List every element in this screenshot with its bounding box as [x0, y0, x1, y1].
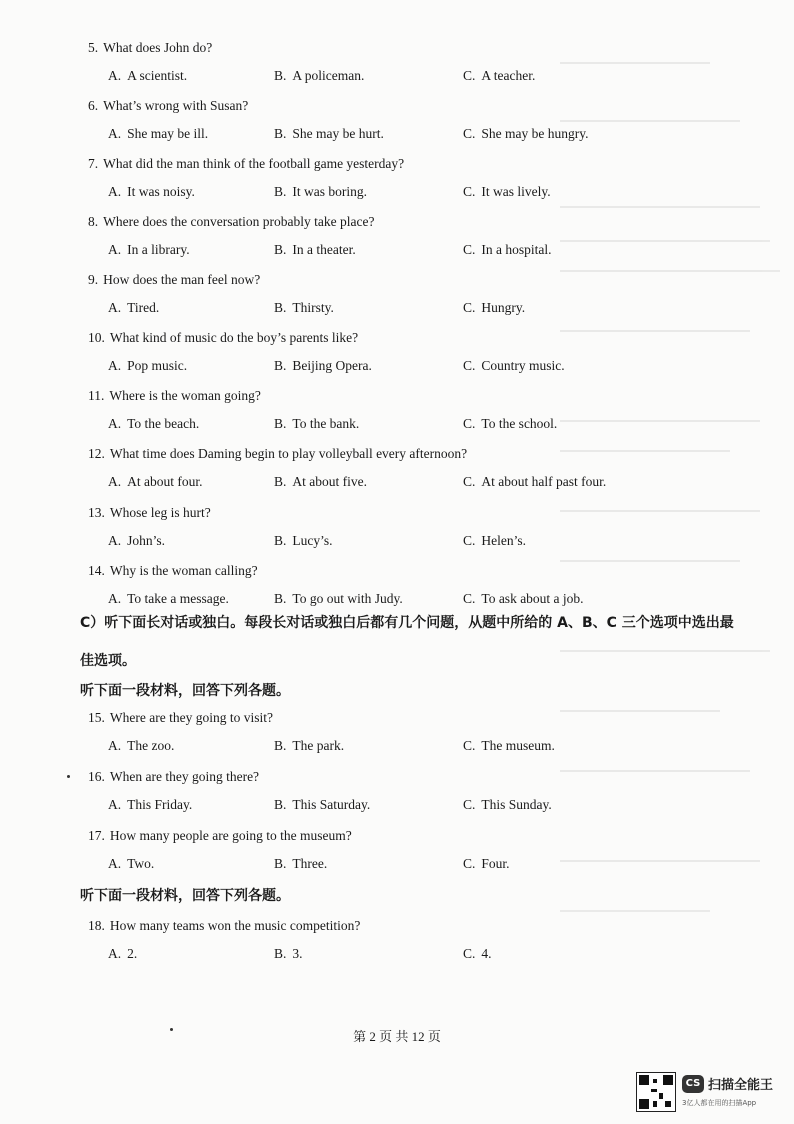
option-text: To take a message.: [127, 591, 229, 606]
question-text: When are they going there?: [109, 769, 260, 784]
option-text: This Friday.: [127, 797, 193, 812]
option-letter: C.: [463, 358, 476, 373]
option-letter: C.: [463, 738, 476, 753]
option-text: She may be hungry.: [481, 126, 589, 141]
question-text: What does John do?: [103, 40, 213, 55]
option-text: At about five.: [292, 474, 367, 489]
question-stem: [88, 769, 259, 785]
option-text: Tired.: [127, 300, 160, 315]
option-text: The zoo.: [127, 738, 175, 753]
answer-option: [108, 300, 159, 316]
question-text: Where are they going to visit?: [109, 710, 273, 725]
option-text: Four.: [481, 856, 510, 871]
answer-option: [463, 184, 551, 200]
question-text: What’s wrong with Susan?: [103, 98, 249, 113]
option-letter: C.: [463, 946, 476, 961]
answer-option: [108, 242, 190, 258]
answer-option: [463, 533, 526, 549]
option-letter: C.: [463, 797, 476, 812]
question-text: How does the man feel now?: [103, 272, 261, 287]
question-number: 11.: [88, 388, 105, 403]
answer-option: [108, 946, 137, 962]
option-text: Two.: [127, 856, 155, 871]
answer-option: [274, 126, 384, 142]
answer-option: [463, 738, 555, 754]
question-stem: [88, 446, 467, 462]
question-number: 12.: [88, 446, 105, 461]
bleed-through-texture: [560, 0, 794, 1000]
answer-option: [108, 591, 229, 607]
page-footer: 第 2 页 共 12 页: [353, 1029, 441, 1044]
question-text: Why is the woman calling?: [109, 563, 258, 578]
answer-option: [108, 416, 199, 432]
option-text: Hungry.: [481, 300, 526, 315]
answer-option: [463, 358, 565, 374]
option-letter: A.: [108, 474, 122, 489]
question-stem: [88, 98, 248, 114]
answer-option: [274, 533, 333, 549]
option-text: In a theater.: [292, 242, 356, 257]
option-letter: A.: [108, 242, 122, 257]
option-letter: B.: [274, 591, 287, 606]
answer-option: [108, 738, 174, 754]
question-number: 16.: [88, 769, 105, 784]
option-text: A teacher.: [481, 68, 536, 83]
option-letter: C.: [463, 126, 476, 141]
answer-option: [463, 946, 492, 962]
option-letter: B.: [274, 358, 287, 373]
answer-option: [274, 416, 359, 432]
option-text: At about half past four.: [481, 474, 607, 489]
question-stem: [88, 563, 258, 579]
answer-option: [463, 300, 525, 316]
option-text: Thirsty.: [292, 300, 334, 315]
answer-option: [108, 856, 154, 872]
option-text: The museum.: [481, 738, 555, 753]
question-stem: [88, 710, 273, 726]
camscanner-logo-icon: CS: [682, 1075, 704, 1093]
question-text: Where does the conversation probably take place?: [103, 214, 375, 229]
question-number: 14.: [88, 563, 105, 578]
answer-option: [108, 358, 187, 374]
answer-option: [463, 416, 557, 432]
option-text: 3.: [292, 946, 303, 961]
answer-option: [108, 126, 208, 142]
option-letter: A.: [108, 533, 122, 548]
option-letter: B.: [274, 946, 287, 961]
qr-code-icon: [636, 1072, 676, 1112]
question-text: How many teams won the music competition?: [109, 918, 361, 933]
answer-option: [274, 242, 356, 258]
option-letter: C.: [463, 242, 476, 257]
option-text: She may be hurt.: [292, 126, 384, 141]
option-letter: C.: [463, 474, 476, 489]
option-text: At about four.: [127, 474, 203, 489]
question-text: Whose leg is hurt?: [109, 505, 211, 520]
option-text: It was boring.: [292, 184, 368, 199]
option-text: To the school.: [481, 416, 558, 431]
option-letter: A.: [108, 416, 122, 431]
answer-option: [274, 797, 370, 813]
question-number: 5.: [88, 40, 99, 55]
question-text: What time does Daming begin to play volleyball every afternoon?: [109, 446, 468, 461]
option-letter: B.: [274, 738, 287, 753]
answer-option: [463, 797, 552, 813]
option-text: A scientist.: [127, 68, 188, 83]
answer-option: [274, 358, 372, 374]
scanner-app-name: 扫描全能王: [708, 1078, 774, 1093]
scanner-tagline: 3亿人都在用的扫描App: [682, 1099, 757, 1107]
option-text: To the bank.: [292, 416, 360, 431]
option-text: She may be ill.: [127, 126, 209, 141]
option-letter: A.: [108, 797, 122, 812]
answer-option: [274, 474, 367, 490]
option-text: Lucy’s.: [292, 533, 333, 548]
question-text: What did the man think of the football game yesterday?: [103, 156, 405, 171]
question-stem: [88, 330, 358, 346]
question-text: How many people are going to the museum?: [109, 828, 352, 843]
option-text: Country music.: [481, 358, 565, 373]
option-letter: B.: [274, 242, 287, 257]
option-letter: C.: [463, 184, 476, 199]
option-text: This Saturday.: [292, 797, 371, 812]
answer-option: [108, 184, 195, 200]
question-stem: [88, 40, 212, 56]
scanner-watermark: [636, 1072, 786, 1114]
question-number: 6.: [88, 98, 99, 113]
option-text: To go out with Judy.: [292, 591, 403, 606]
option-letter: B.: [274, 300, 287, 315]
question-stem: [88, 505, 211, 521]
option-text: To ask about a job.: [481, 591, 584, 606]
question-number: 8.: [88, 214, 99, 229]
option-text: John’s.: [127, 533, 166, 548]
answer-option: [463, 242, 552, 258]
question-text: Where is the woman going?: [109, 388, 261, 403]
option-letter: C.: [463, 416, 476, 431]
option-letter: B.: [274, 797, 287, 812]
answer-option: [108, 474, 203, 490]
option-letter: A.: [108, 856, 122, 871]
option-text: It was lively.: [481, 184, 551, 199]
option-letter: B.: [274, 474, 287, 489]
option-letter: B.: [274, 184, 287, 199]
section-c-instruction-line2: 佳选项。: [80, 653, 136, 669]
option-letter: C.: [463, 856, 476, 871]
question-number: 13.: [88, 505, 105, 520]
answer-option: [463, 591, 584, 607]
option-letter: B.: [274, 126, 287, 141]
option-letter: A.: [108, 126, 122, 141]
answer-option: [274, 591, 403, 607]
option-text: In a library.: [127, 242, 190, 257]
question-number: 10.: [88, 330, 105, 345]
option-text: Three.: [292, 856, 328, 871]
option-letter: A.: [108, 738, 122, 753]
answer-option: [108, 797, 192, 813]
option-letter: C.: [463, 300, 476, 315]
answer-option: [108, 68, 187, 84]
answer-option: [274, 68, 364, 84]
question-number: 17.: [88, 828, 105, 843]
option-letter: C.: [463, 533, 476, 548]
option-letter: A.: [108, 184, 122, 199]
question-stem: [88, 828, 352, 844]
option-text: 2.: [127, 946, 138, 961]
option-text: The park.: [292, 738, 345, 753]
listening-instruction: 听下面一段材料，回答下列各题。: [80, 683, 290, 699]
question-stem: [88, 214, 375, 230]
option-text: 4.: [481, 946, 492, 961]
option-text: To the beach.: [127, 416, 200, 431]
question-number: 7.: [88, 156, 99, 171]
listening-instruction: 听下面一段材料，回答下列各题。: [80, 888, 290, 904]
option-letter: C.: [463, 68, 476, 83]
option-letter: B.: [274, 416, 287, 431]
question-stem: [88, 388, 261, 404]
option-text: Helen’s.: [481, 533, 527, 548]
section-c-instruction-line1: C）听下面长对话或独白。每段长对话或独白后都有几个问题，从题中所给的 A、B、C 三个选项中选出最: [80, 615, 734, 631]
question-stem: [88, 918, 360, 934]
option-letter: C.: [463, 591, 476, 606]
option-text: Pop music.: [127, 358, 188, 373]
answer-option: [274, 184, 367, 200]
question-number: 9.: [88, 272, 99, 287]
option-letter: A.: [108, 358, 122, 373]
option-text: A policeman.: [292, 68, 365, 83]
answer-option: [274, 738, 344, 754]
option-text: Beijing Opera.: [292, 358, 372, 373]
answer-option: [108, 533, 165, 549]
option-text: This Sunday.: [481, 797, 552, 812]
option-letter: B.: [274, 856, 287, 871]
scan-speck: [67, 775, 70, 778]
option-letter: A.: [108, 591, 122, 606]
option-letter: B.: [274, 68, 287, 83]
answer-option: [463, 68, 535, 84]
answer-option: [463, 856, 510, 872]
answer-option: [274, 856, 327, 872]
option-letter: A.: [108, 946, 122, 961]
answer-option: [274, 300, 334, 316]
option-letter: B.: [274, 533, 287, 548]
question-number: 18.: [88, 918, 105, 933]
question-text: What kind of music do the boy’s parents like?: [109, 330, 359, 345]
answer-option: [274, 946, 303, 962]
option-text: In a hospital.: [481, 242, 552, 257]
answer-option: [463, 474, 606, 490]
option-text: It was noisy.: [127, 184, 195, 199]
question-stem: [88, 156, 404, 172]
option-letter: A.: [108, 300, 122, 315]
answer-option: [463, 126, 589, 142]
question-stem: [88, 272, 260, 288]
question-number: 15.: [88, 710, 105, 725]
option-letter: A.: [108, 68, 122, 83]
